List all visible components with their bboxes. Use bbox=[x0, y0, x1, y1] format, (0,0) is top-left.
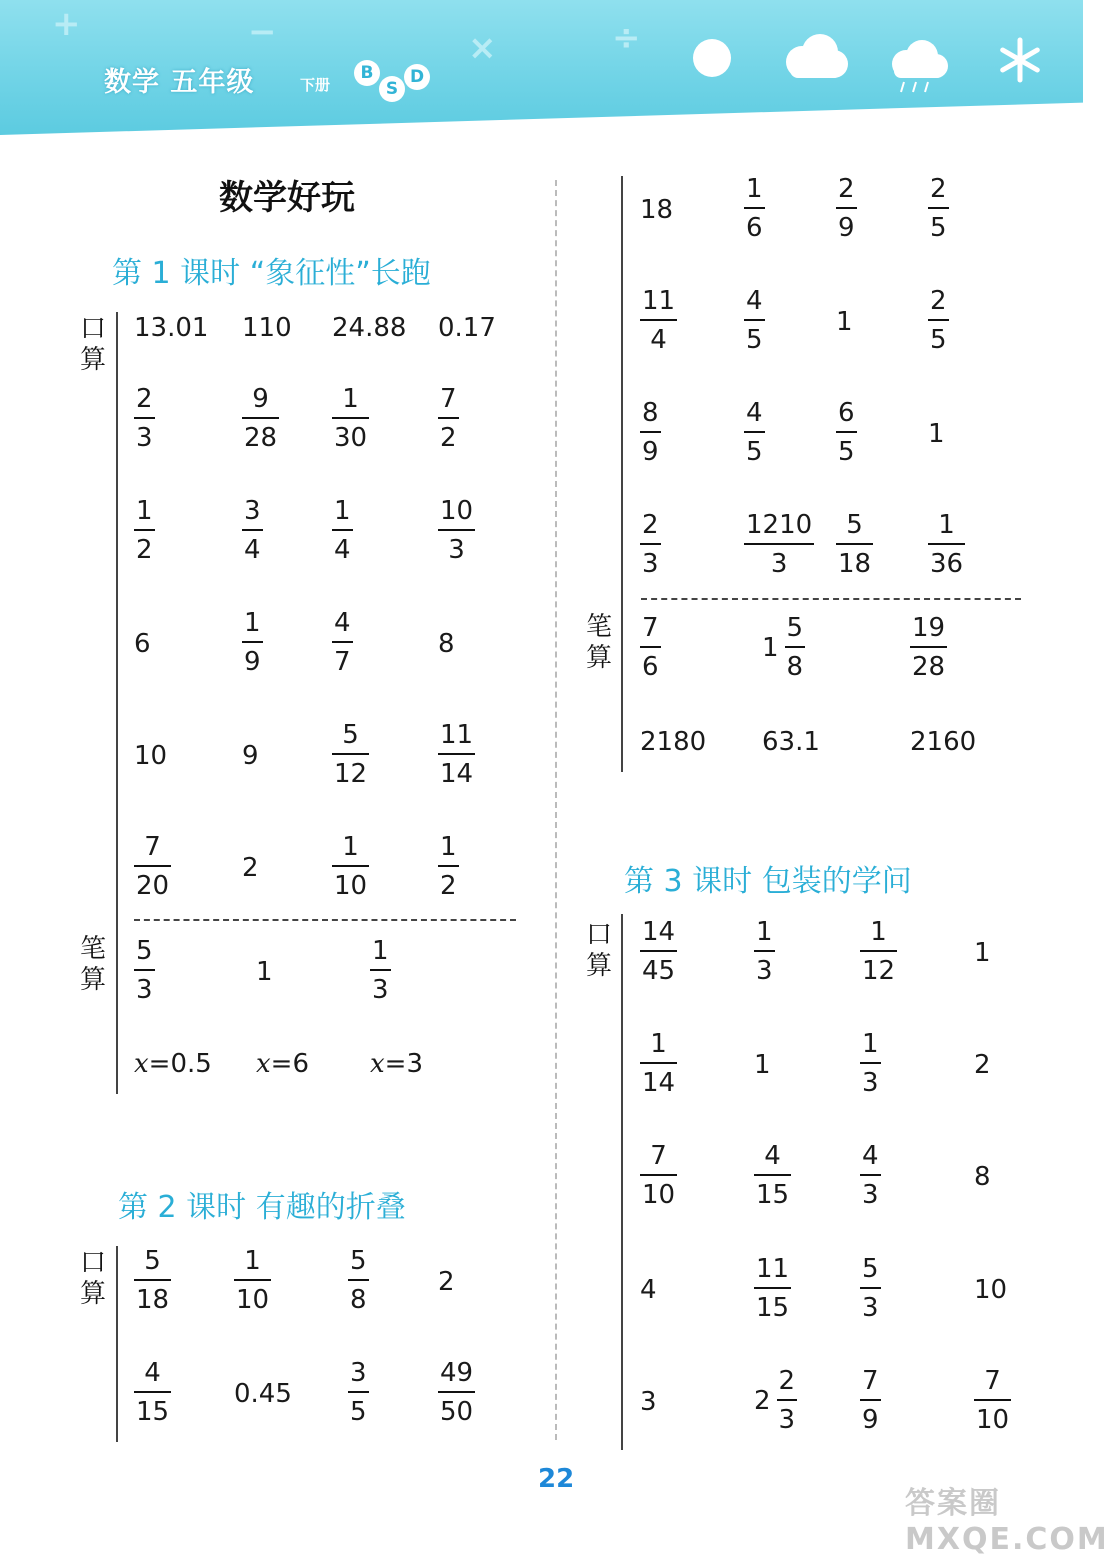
numerator: 1 bbox=[136, 496, 153, 526]
numerator: 1 bbox=[372, 936, 389, 966]
answer-bar bbox=[621, 176, 623, 772]
denominator: 4 bbox=[640, 319, 677, 353]
denominator: 3 bbox=[860, 1287, 881, 1321]
denominator: 12 bbox=[332, 753, 369, 787]
fraction-answer bbox=[754, 919, 775, 984]
fraction-answer bbox=[438, 386, 459, 451]
denominator: 5 bbox=[836, 431, 857, 465]
numerator: 2 bbox=[136, 384, 153, 414]
numerator: 11 bbox=[440, 720, 474, 750]
fraction-answer bbox=[438, 498, 475, 563]
answer-value: 8 bbox=[438, 629, 455, 659]
numerator: 5 bbox=[862, 1254, 879, 1284]
cloud-icon bbox=[780, 32, 850, 82]
fraction-answer bbox=[438, 834, 459, 899]
answer-value: 4 bbox=[640, 1275, 657, 1305]
numerator: 1 bbox=[862, 1029, 879, 1059]
answer-bar bbox=[116, 312, 118, 1094]
fraction-answer bbox=[744, 512, 814, 577]
denominator: 50 bbox=[438, 1391, 475, 1425]
fraction-answer bbox=[860, 1256, 881, 1321]
fraction-answer bbox=[134, 834, 171, 899]
numerator: 2 bbox=[930, 174, 947, 204]
fraction-answer bbox=[438, 1360, 475, 1425]
answer-value: 110 bbox=[242, 313, 292, 343]
answer-value: 1 bbox=[754, 1050, 771, 1080]
denominator: 8 bbox=[785, 646, 806, 680]
numerator: 5 bbox=[846, 510, 863, 540]
numerator: 7 bbox=[440, 384, 457, 414]
fraction-answer bbox=[860, 1368, 881, 1433]
numerator: 2 bbox=[778, 1366, 796, 1396]
fraction-answer bbox=[348, 1360, 369, 1425]
denominator: 28 bbox=[910, 646, 947, 680]
answer-value: 2 bbox=[974, 1050, 991, 1080]
answer-value: 0.45 bbox=[234, 1379, 292, 1409]
fraction-answer bbox=[860, 919, 897, 984]
fraction bbox=[785, 615, 806, 680]
numerator: 4 bbox=[144, 1358, 161, 1388]
answer-value: 1 bbox=[256, 957, 273, 987]
denominator: 10 bbox=[234, 1279, 271, 1313]
answer-value: x=6 bbox=[256, 1049, 309, 1079]
denominator: 3 bbox=[438, 529, 475, 563]
numerator: 1 bbox=[342, 384, 359, 414]
denominator: 3 bbox=[744, 543, 814, 577]
section-divider bbox=[134, 919, 516, 921]
answer-value: 13.01 bbox=[134, 313, 209, 343]
fraction-answer bbox=[332, 722, 369, 787]
answer-value: 1 bbox=[836, 307, 853, 337]
numerator: 49 bbox=[440, 1358, 474, 1388]
lesson-2-title: 第 2 课时 有趣的折叠 bbox=[118, 1190, 406, 1225]
minus-symbol: − bbox=[248, 12, 277, 52]
fraction-answer bbox=[836, 400, 857, 465]
fraction-answer bbox=[640, 1031, 677, 1096]
fraction-answer bbox=[134, 938, 155, 1003]
mixed-number bbox=[762, 615, 805, 680]
answer-value: 3 bbox=[640, 1387, 657, 1417]
oral-calc-label: 口算 bbox=[79, 1248, 106, 1309]
denominator: 10 bbox=[974, 1399, 1011, 1433]
answer-value: 1 bbox=[928, 419, 945, 449]
section-divider bbox=[641, 598, 1021, 600]
denominator: 2 bbox=[438, 417, 459, 451]
numerator: 1 bbox=[440, 832, 457, 862]
denominator: 2 bbox=[438, 865, 459, 899]
denominator: 8 bbox=[348, 1279, 369, 1313]
numerator: 6 bbox=[838, 398, 855, 428]
fraction-answer bbox=[974, 1368, 1011, 1433]
numerator: 3 bbox=[244, 496, 261, 526]
numerator: 14 bbox=[642, 917, 676, 947]
numerator: 1 bbox=[244, 1246, 261, 1276]
column-divider bbox=[555, 180, 557, 1440]
denominator: 4 bbox=[332, 529, 353, 563]
denominator: 30 bbox=[332, 417, 369, 451]
fraction-answer bbox=[754, 1256, 791, 1321]
numerator: 1210 bbox=[746, 510, 813, 540]
fraction-answer bbox=[332, 610, 353, 675]
page-title: 数学好玩 bbox=[219, 178, 355, 218]
fraction-answer bbox=[234, 1248, 271, 1313]
numerator: 1 bbox=[650, 1029, 667, 1059]
answer-value: 0.17 bbox=[438, 313, 496, 343]
written-calc-label: 笔算 bbox=[79, 934, 106, 995]
answer-value: 10 bbox=[134, 741, 168, 771]
denominator: 3 bbox=[754, 950, 775, 984]
numerator: 11 bbox=[756, 1254, 790, 1284]
denominator: 9 bbox=[836, 207, 857, 241]
numerator: 1 bbox=[342, 832, 359, 862]
fraction-answer bbox=[134, 1248, 171, 1313]
numerator: 1 bbox=[244, 608, 261, 638]
denominator: 3 bbox=[640, 543, 661, 577]
denominator: 9 bbox=[640, 431, 661, 465]
denominator: 3 bbox=[860, 1174, 881, 1208]
answer-value: 1 bbox=[974, 938, 991, 968]
fraction-answer bbox=[860, 1031, 881, 1096]
fraction-answer bbox=[640, 288, 677, 353]
whole-part: 2 bbox=[754, 1385, 771, 1416]
answer-value: 6 bbox=[134, 629, 151, 659]
fraction-answer bbox=[744, 176, 765, 241]
numerator: 9 bbox=[252, 384, 269, 414]
fraction-answer bbox=[242, 498, 263, 563]
fraction-answer bbox=[640, 615, 661, 680]
numerator: 1 bbox=[870, 917, 887, 947]
sun-icon bbox=[690, 36, 734, 80]
fraction-answer bbox=[928, 288, 949, 353]
badge-letter: B bbox=[354, 60, 380, 86]
fraction-answer bbox=[640, 512, 661, 577]
answer-value: 9 bbox=[242, 741, 259, 771]
numerator: 4 bbox=[334, 608, 351, 638]
fraction-answer bbox=[640, 1143, 677, 1208]
answer-value: 10 bbox=[974, 1275, 1008, 1305]
denominator: 3 bbox=[777, 1399, 798, 1433]
denominator: 3 bbox=[134, 969, 155, 1003]
denominator: 5 bbox=[744, 431, 765, 465]
numerator: 10 bbox=[440, 496, 474, 526]
numerator: 1 bbox=[334, 496, 351, 526]
numerator: 7 bbox=[862, 1366, 879, 1396]
numerator: 5 bbox=[342, 720, 359, 750]
answer-value: 2160 bbox=[910, 727, 977, 757]
fraction-answer bbox=[348, 1248, 369, 1313]
denominator: 5 bbox=[928, 207, 949, 241]
fraction bbox=[777, 1368, 798, 1433]
denominator: 6 bbox=[744, 207, 765, 241]
written-calc-label: 笔算 bbox=[585, 612, 612, 673]
denominator: 14 bbox=[438, 753, 475, 787]
answer-value: 24.88 bbox=[332, 313, 407, 343]
answer-value: x=0.5 bbox=[134, 1049, 212, 1079]
fraction-answer bbox=[332, 386, 369, 451]
denominator: 2 bbox=[134, 529, 155, 563]
numerator: 4 bbox=[862, 1141, 879, 1171]
denominator: 15 bbox=[754, 1287, 791, 1321]
fraction-answer bbox=[928, 176, 949, 241]
plus-symbol: + bbox=[52, 4, 81, 44]
fraction-answer bbox=[134, 386, 155, 451]
fraction-answer bbox=[134, 1360, 171, 1425]
fraction-answer bbox=[134, 498, 155, 563]
fraction-answer bbox=[860, 1143, 881, 1208]
numerator: 8 bbox=[642, 398, 659, 428]
denominator: 28 bbox=[242, 417, 279, 451]
numerator: 5 bbox=[136, 936, 153, 966]
divide-symbol: ÷ bbox=[612, 18, 641, 58]
numerator: 4 bbox=[746, 398, 763, 428]
fraction-answer bbox=[370, 938, 391, 1003]
denominator: 36 bbox=[928, 543, 965, 577]
denominator: 45 bbox=[640, 950, 677, 984]
denominator: 3 bbox=[860, 1062, 881, 1096]
numerator: 1 bbox=[938, 510, 955, 540]
numerator: 5 bbox=[144, 1246, 161, 1276]
oral-calc-label: 口算 bbox=[585, 920, 612, 981]
numerator: 1 bbox=[746, 174, 763, 204]
denominator: 9 bbox=[860, 1399, 881, 1433]
numerator: 7 bbox=[650, 1141, 667, 1171]
page-number: 22 bbox=[538, 1464, 575, 1494]
answer-value: 18 bbox=[640, 195, 674, 225]
times-symbol: × bbox=[468, 28, 497, 68]
fraction-answer bbox=[640, 400, 661, 465]
denominator: 4 bbox=[242, 529, 263, 563]
numerator: 2 bbox=[642, 510, 659, 540]
lesson-1-title: 第 1 课时 “象征性”长跑 bbox=[112, 256, 431, 291]
numerator: 4 bbox=[746, 286, 763, 316]
numerator: 2 bbox=[838, 174, 855, 204]
denominator: 15 bbox=[134, 1391, 171, 1425]
lesson-3-title: 第 3 课时 包装的学问 bbox=[624, 864, 912, 899]
fraction-answer bbox=[640, 919, 677, 984]
denominator: 10 bbox=[640, 1174, 677, 1208]
answer-value: 2 bbox=[242, 853, 259, 883]
answer-value: 63.1 bbox=[762, 727, 820, 757]
denominator: 6 bbox=[640, 646, 661, 680]
denominator: 12 bbox=[860, 950, 897, 984]
oral-calc-label: 口算 bbox=[79, 314, 106, 375]
answer-bar bbox=[621, 914, 623, 1450]
answer-bar bbox=[116, 1246, 118, 1442]
numerator: 2 bbox=[930, 286, 947, 316]
numerator: 7 bbox=[144, 832, 161, 862]
numerator: 7 bbox=[642, 613, 659, 643]
snowflake-icon bbox=[996, 36, 1044, 84]
denominator: 10 bbox=[332, 865, 369, 899]
badge-letter: S bbox=[379, 76, 405, 102]
numerator: 11 bbox=[642, 286, 676, 316]
rain-cloud-icon bbox=[884, 40, 954, 96]
numerator: 5 bbox=[786, 613, 804, 643]
numerator: 19 bbox=[912, 613, 946, 643]
fraction-answer bbox=[836, 512, 873, 577]
denominator: 14 bbox=[640, 1062, 677, 1096]
watermark: 答案圈 MXQE.COM bbox=[905, 1486, 1109, 1557]
mixed-number bbox=[754, 1368, 797, 1433]
fraction-answer bbox=[332, 834, 369, 899]
numerator: 5 bbox=[350, 1246, 367, 1276]
book-title: 数学 五年级 bbox=[104, 67, 255, 98]
book-volume: 下册 bbox=[300, 76, 331, 94]
denominator: 3 bbox=[134, 417, 155, 451]
fraction-answer bbox=[438, 722, 475, 787]
denominator: 5 bbox=[744, 319, 765, 353]
numerator: 1 bbox=[756, 917, 773, 947]
denominator: 3 bbox=[370, 969, 391, 1003]
fraction-answer bbox=[332, 498, 353, 563]
denominator: 20 bbox=[134, 865, 171, 899]
denominator: 18 bbox=[134, 1279, 171, 1313]
numerator: 4 bbox=[764, 1141, 781, 1171]
whole-part: 1 bbox=[762, 632, 779, 663]
denominator: 5 bbox=[928, 319, 949, 353]
fraction-answer bbox=[928, 512, 965, 577]
numerator: 3 bbox=[350, 1358, 367, 1388]
numerator: 7 bbox=[984, 1366, 1001, 1396]
denominator: 5 bbox=[348, 1391, 369, 1425]
denominator: 15 bbox=[754, 1174, 791, 1208]
fraction-answer bbox=[242, 386, 279, 451]
fraction-answer bbox=[836, 176, 857, 241]
fraction-answer bbox=[754, 1143, 791, 1208]
denominator: 9 bbox=[242, 641, 263, 675]
denominator: 7 bbox=[332, 641, 353, 675]
fraction-answer bbox=[242, 610, 263, 675]
fraction-answer bbox=[744, 400, 765, 465]
badge-letter: D bbox=[404, 64, 430, 90]
fraction-answer bbox=[744, 288, 765, 353]
denominator: 18 bbox=[836, 543, 873, 577]
answer-value: 2180 bbox=[640, 727, 707, 757]
answer-value: 8 bbox=[974, 1162, 991, 1192]
answer-value: 2 bbox=[438, 1267, 455, 1297]
answer-value: x=3 bbox=[370, 1049, 423, 1079]
fraction-answer bbox=[910, 615, 947, 680]
